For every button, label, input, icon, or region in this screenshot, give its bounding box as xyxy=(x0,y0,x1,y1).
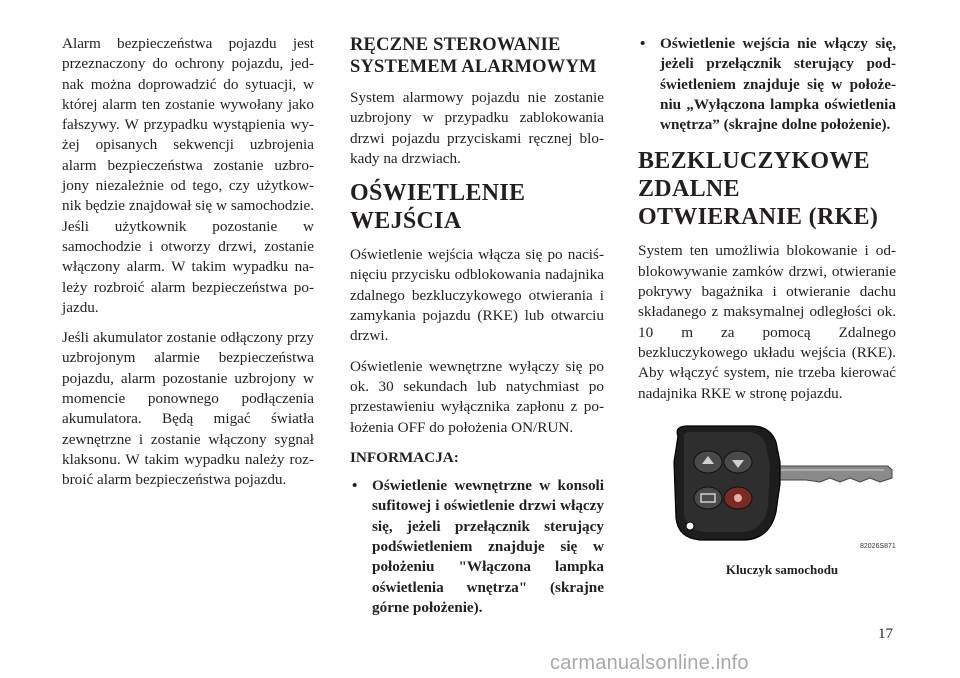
paragraph-manual-lock: System alarmowy pojazdu nie zostanie uzbrojony w przypadku zablokowania drzwi pojazdu przyciskami ręcznej blokady na drzwiach. xyxy=(350,89,604,167)
paragraph-rke: System ten umożliwia blokowanie i odblokowywanie zamków drzwi, otwieranie pokrywy bagażnika i otwieranie dachu składanego z maksymalnej odległości ok. 10 m za pomocą Zdalnego bezkluczykowego układu wejścia (RKE). Aby włączyć system, nie trzeba kierować nadajnika RKE w stronę pojazdu. xyxy=(638,242,896,402)
note-bullet-2-text: Oświetlenie wejścia nie włączy się, jeżeli przełącznik sterujący podświetleniem znajduje się w położeniu „Wyłączona lampka oświetlenia wnętrza” (skrajne dolne położenie). xyxy=(660,35,896,134)
note-bullet-2 xyxy=(638,34,896,135)
key-blade xyxy=(774,466,892,482)
middle-column xyxy=(350,34,604,630)
note-label: INFORMACJA: xyxy=(350,448,459,466)
paragraph-interior-off: Oświetlenie wewnętrzne wyłączy się po ok. 30 sekundach lub natychmiast po przestawieniu wyłącznika zapłonu z położenia OFF do położenia ON/RUN. xyxy=(350,357,604,436)
heading-manual-alarm: RĘCZNE STEROWANIE SYSTEMEM ALARMOWYM xyxy=(350,35,597,77)
paragraph-entry-lighting: Oświetlenie wejścia włącza się po naciśnięciu przycisku odblokowania nadajnika zdalnego bezkluczykowego otwierania i zamykania pojazdu (RKE) lub otwarciu drzwi. xyxy=(350,246,604,345)
key-fob-illustration xyxy=(666,422,898,552)
bullet-glyph: • xyxy=(640,35,646,52)
note-bullet-1-text: Oświetlenie wewnętrzne w konsoli sufitowej i oświetlenie drzwi włączy się, jeżeli przełącznik sterujący podświetleniem znajduje się w położeniu "Włączona lampka oświetlenia wnętrza" (skrajne górne położenie). xyxy=(372,477,604,616)
paragraph-battery: Jeśli akumulator zostanie odłączony przy uzbrojonym alarmie bezpieczeństwa pojazdu, alarm pozostanie uzbrojony w momencie ponownego podłączenia akumulatora. Będą migać światła zewnętrzne i zostanie włączony sygnał klaksonu. W takim wypadku należy rozbroić alarm bezpieczeństwa pojazdu. xyxy=(62,329,314,489)
heading-rke: BEZKLUCZYKOWE ZDALNE OTWIERANIE (RKE) xyxy=(638,148,879,231)
paragraph-false-alarm: Alarm bezpieczeństwa pojazdu jest przeznaczony do ochrony pojazdu, jednak można doprowadzić do sytuacji, w której alarm ten zostanie wywołany jako fałszywy. W przypadku wystąpienia wyżej opisanych sekwencji uzbrojenia alarm bezpieczeństwa zostanie uzbrojony niezależnie od tego, czy użytkownik będzie znajdował się w samochodzie. Jeśli użytkownik pozostanie w samochodzie i otworzy drzwi, zostanie włączony alarm. W takim wypadku należy rozbroić alarm bezpieczeństwa pojazdu. xyxy=(62,35,314,316)
right-column xyxy=(638,34,896,414)
page-number: 17 xyxy=(878,626,893,642)
heading-entry-lighting: OŚWIETLENIE WEJŚCIA xyxy=(350,180,526,235)
trunk-button xyxy=(694,487,722,509)
note-list xyxy=(350,476,604,618)
key-fob-face xyxy=(684,432,770,532)
watermark: carmanualsonline.info xyxy=(550,652,749,674)
figure-caption: Kluczyk samochodu xyxy=(725,562,839,577)
bullet-glyph: • xyxy=(352,477,358,495)
key-ring-hole xyxy=(686,522,694,530)
panic-icon xyxy=(734,494,742,502)
left-column xyxy=(62,34,314,501)
note-list-continued xyxy=(638,34,896,135)
figure-code: 82026S871 xyxy=(860,543,896,550)
note-bullet-1 xyxy=(350,476,604,618)
key-figure xyxy=(666,422,898,582)
